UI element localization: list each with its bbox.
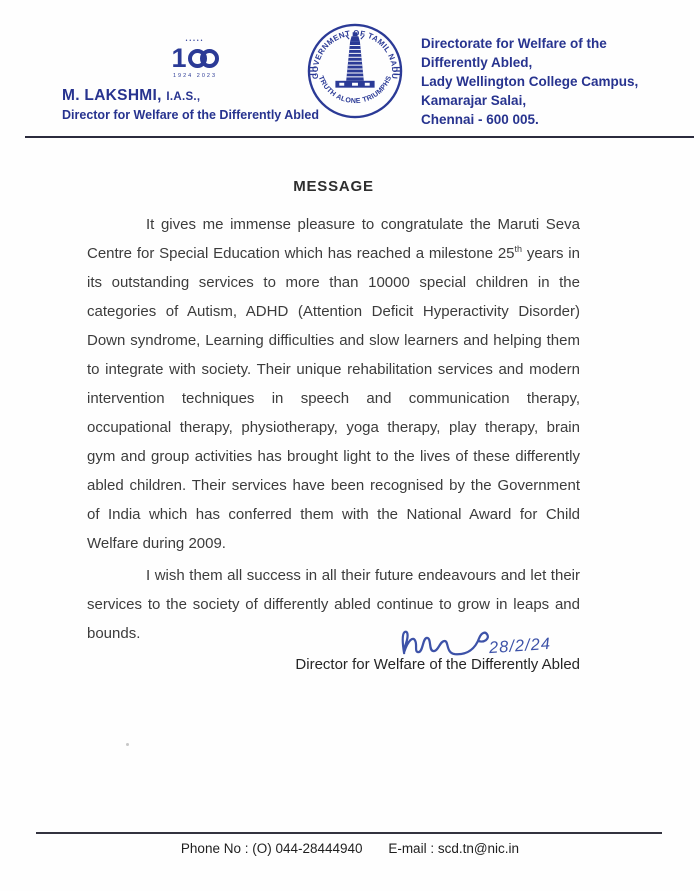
- officer-name-text: M. LAKSHMI,: [62, 87, 162, 104]
- centenary-logo-years: 1924 2023: [173, 73, 217, 79]
- directorate-address: [421, 34, 686, 129]
- officer-designation: Director for Welfare of the Differently Abled: [62, 108, 319, 122]
- address-line: Kamarajar Salai,: [421, 93, 527, 108]
- address-line: Lady Wellington College Campus,: [421, 74, 639, 89]
- emblem-top-text: GOVERNMENT OF TAMIL NADU: [310, 28, 400, 80]
- footer-phone: Phone No : (O) 044-28444940: [180, 841, 363, 856]
- emblem-bottom-text: TRUTH ALONE TRIUMPHS: [316, 74, 394, 106]
- paragraph-1: [87, 210, 580, 558]
- paragraph-1-text: years in its outstanding services to more than 10000 special children in the categories of Autism, ADHD (Attention Deficit Hyperactivity Disorder) Down syndrome, Learning difficulties and slow learners and helping them to integrate with society. Their unique rehabilitation services and modern intervention techniques in speech and communication therapy, occupational therapy, physiotherapy, yoga therapy, play therapy, brain gym and group activities has brought light to the lives of these differently abled children. Their services have been recognised by the Government of India which has conferred them with the National Award for Child Welfare during 2009.: [87, 245, 580, 552]
- centenary-logo-number: [140, 45, 250, 71]
- letter-body: [87, 178, 580, 648]
- footer-divider: [36, 832, 662, 834]
- letterhead-divider: [25, 136, 694, 138]
- centenary-logo-script: •••••: [185, 38, 205, 44]
- officer-name: [62, 87, 342, 105]
- centenary-logo-zeros-icon: [188, 49, 219, 68]
- centenary-100-logo: [140, 38, 250, 79]
- officer-block: [62, 38, 342, 122]
- address-line: Chennai - 600 005.: [421, 112, 539, 127]
- signatory-designation: Director for Welfare of the Differently Abled: [295, 656, 580, 673]
- paragraph-1-text: It gives me immense pleasure to congratulate the Maruti Seva Centre for Special Education which has reached a milestone 25: [87, 216, 580, 262]
- address-line: Directorate for Welfare of the: [421, 36, 607, 51]
- paragraph-2: I wish them all success in all their future endeavours and let their services to the society of differently abled continue to grow in leaps and bounds.: [87, 567, 580, 642]
- message-title: MESSAGE: [293, 178, 374, 195]
- address-line: Differently Abled,: [421, 55, 533, 70]
- ordinal-superscript: th: [514, 244, 523, 254]
- scan-speck: [126, 743, 129, 746]
- tamil-nadu-emblem-icon: [306, 22, 404, 120]
- signature-date: 28/2/24: [488, 634, 552, 658]
- gopuram-icon: [335, 32, 374, 87]
- officer-postnominal: I.A.S.,: [166, 91, 201, 103]
- centenary-logo-digit: 1: [171, 43, 187, 73]
- footer-contact: [0, 841, 700, 856]
- footer-email: E-mail : scd.tn@nic.in: [388, 841, 520, 856]
